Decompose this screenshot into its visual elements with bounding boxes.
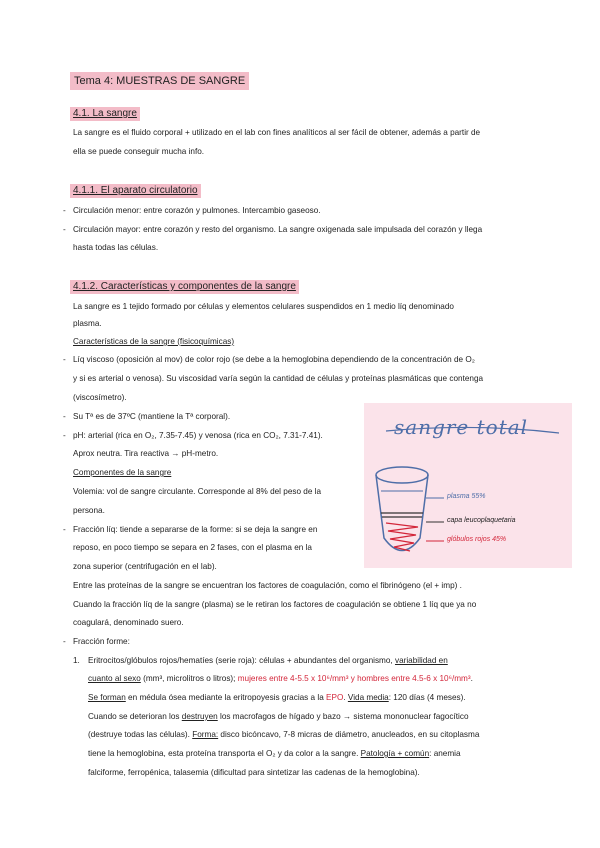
list-item-line: [88, 673, 473, 685]
text-span: : anemia: [429, 749, 461, 758]
bullet-marker: -: [63, 525, 66, 534]
text-span: Cuando se deterioran los: [88, 712, 182, 721]
bullet-marker: -: [63, 225, 66, 234]
subheading-characteristics: Características de la sangre (fisicoquímicas): [73, 337, 235, 346]
underlined-text: variabilidad en: [394, 656, 448, 665]
list-item-line: [88, 692, 466, 704]
bullet-marker: -: [63, 431, 66, 440]
red-highlight-text: mujeres entre 4-5.5 x 10⁶/mm³ y hombres entre 4.5-6 x 10⁶/mm³: [237, 674, 471, 683]
underlined-text: Forma:: [192, 730, 219, 739]
text-span: en médula ósea mediante la eritropoyesis gracias a la: [125, 693, 327, 702]
bullet-text: Circulación mayor: entre corazón y resto del organismo. La sangre oxigenada sale impulsada del corazón y llega: [73, 225, 483, 234]
list-item-line: [88, 729, 479, 741]
figure-title: sangre total: [394, 415, 529, 439]
globulos-label: glóbulos rojos 45%: [447, 536, 507, 543]
bullet-text: (viscosímetro).: [73, 393, 127, 402]
title-underline: [386, 427, 559, 433]
text-span: Eritrocitos/glóbulos rojos/hematíes (serie roja): células + abundantes del organismo,: [88, 656, 395, 665]
text-span: : 120 días (4 meses).: [388, 693, 466, 702]
subheading-components: Componentes de la sangre: [73, 468, 172, 477]
paragraph-line: Cuando la fracción líq de la sangre (plasma) se le retiran los factores de coagulación se obtiene 1 líq que ya no: [73, 600, 477, 609]
document-title: Tema 4: MUESTRAS DE SANGRE: [70, 72, 249, 90]
red-cells-scribble: [386, 523, 418, 551]
underlined-text: destruyen: [181, 712, 218, 721]
text-span: los macrofagos de hígado y bazo → sistema mononuclear fagocítico: [217, 712, 469, 721]
plasma-label: plasma 55%: [447, 493, 486, 500]
underlined-text: cuanto al sexo: [88, 674, 141, 683]
buffy-coat-lines: [381, 513, 423, 517]
list-item-line: [88, 711, 469, 723]
bullet-text: Aprox neutra. Tira reactiva → pH-metro.: [73, 449, 219, 458]
bullet-text: zona superior (centrifugación en el lab).: [73, 562, 217, 571]
paragraph-line: plasma.: [73, 319, 102, 328]
paragraph-line: coagulará, denominado suero.: [73, 618, 184, 627]
bullet-text: hasta todas las células.: [73, 243, 159, 252]
bullet-text: Fracción forme:: [73, 637, 130, 646]
bullet-text: Su Tª es de 37ºC (mantiene la Tª corporal).: [73, 412, 231, 421]
capa-label: capa leucoplaquetaria: [447, 517, 516, 524]
list-number: 1.: [73, 656, 80, 665]
list-item-line: [88, 748, 461, 760]
text-span: .: [343, 693, 348, 702]
list-item-line: [88, 655, 448, 667]
bullet-marker: -: [63, 637, 66, 646]
paragraph-line: Entre las proteínas de la sangre se encuentran los factores de coagulación, como el fibrinógeno (el + imp) .: [73, 581, 462, 590]
paragraph-line: La sangre es el fluido corporal + utilizado en el lab con fines analíticos al ser fácil de obtener, además a partir de: [73, 128, 481, 137]
bullet-text: Fracción líq: tiende a separarse de la forme: si se deja la sangre en: [73, 525, 318, 534]
text-span: (destruye todas las células).: [88, 730, 193, 739]
paragraph-line: Volemia: vol de sangre circulante. Corresponde al 8% del peso de la: [73, 487, 322, 496]
red-highlight-text: EPO: [326, 693, 344, 702]
bullet-text: Líq viscoso (oposición al mov) de color rojo (se debe a la hemoglobina dependiendo de la concentración de O₂: [73, 355, 475, 364]
tube-rim: [376, 467, 428, 483]
text-span: .: [470, 674, 473, 683]
tube-drawing: [364, 403, 572, 568]
bullet-marker: -: [63, 355, 66, 364]
underlined-text: Se forman: [88, 693, 126, 702]
bullet-text: reposo, en poco tiempo se separa en 2 fases, con el plasma en la: [73, 543, 312, 552]
paragraph-line: ella se puede conseguir mucha info.: [73, 147, 205, 156]
section-heading-4-1: 4.1. La sangre: [70, 107, 140, 121]
text-span: tiene la hemoglobina, esta proteína transporta el O₂ y da color a la sangre.: [88, 749, 361, 758]
blood-tube-figure: [364, 403, 572, 568]
paragraph-line: La sangre es 1 tejido formado por células y elementos celulares suspendidos en 1 medio líq denominado: [73, 302, 454, 311]
bullet-marker: -: [63, 206, 66, 215]
text-span: disco bicóncavo, 7-8 micras de diámetro, anucleados, en su citoplasma: [218, 730, 480, 739]
bullet-text: Circulación menor: entre corazón y pulmones. Intercambio gaseoso.: [73, 206, 321, 215]
paragraph-line: persona.: [73, 506, 105, 515]
bullet-marker: -: [63, 412, 66, 421]
section-heading-4-1-2: 4.1.2. Características y componentes de la sangre: [70, 280, 299, 294]
bullet-text: pH: arterial (rica en O₂, 7.35-7.45) y venosa (rica en CO₂, 7.31-7.41).: [73, 431, 323, 440]
underlined-text: Patología + común: [360, 749, 430, 758]
bullet-text: y si es arterial o venosa). Su viscosidad varía según la cantidad de células y proteínas plasmáticas que contenga: [73, 374, 484, 383]
list-item-line: falciforme, ferropénica, talasemia (dificultad para sintetizar las cadenas de la hemoglobina).: [88, 768, 420, 777]
underlined-text: Vida media: [347, 693, 389, 702]
section-heading-4-1-1: 4.1.1. El aparato circulatorio: [70, 184, 201, 198]
text-span: (mm³, microlitros o litros);: [140, 674, 238, 683]
